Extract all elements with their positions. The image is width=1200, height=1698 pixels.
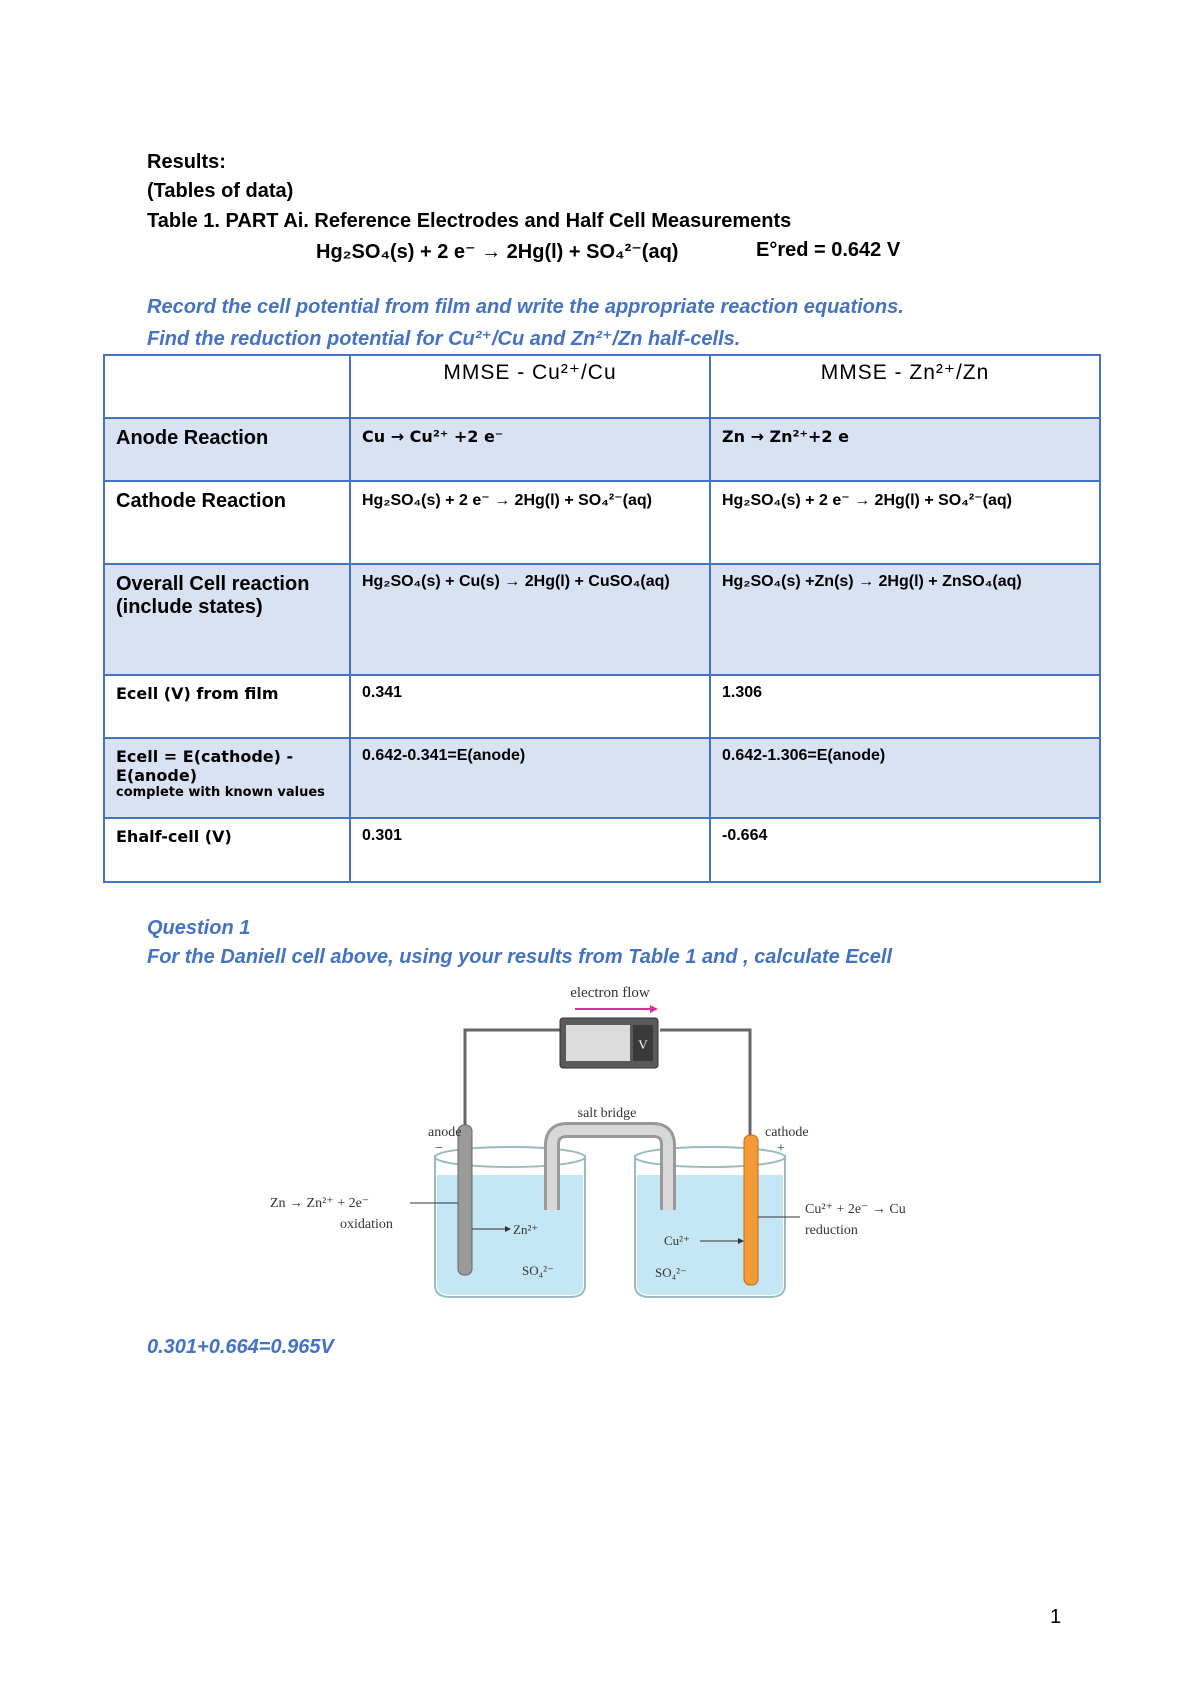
- cell-zn-cathode: Hg₂SO₄(s) + 2 e⁻ → 2Hg(l) + SO₄²⁻(aq): [710, 481, 1100, 564]
- ecell-formula-note: complete with known values: [116, 785, 325, 800]
- reference-equation: Hg₂SO₄(s) + 2 e⁻ → 2Hg(l) + SO₄²⁻(aq): [316, 241, 679, 263]
- table-header-row: [104, 355, 1100, 418]
- tables-of-data-heading: (Tables of data): [147, 180, 294, 202]
- results-heading: Results:: [147, 151, 226, 173]
- cathode-label: cathode: [765, 1125, 809, 1140]
- zn-ion-label: Zn²⁺: [513, 1222, 539, 1237]
- reference-potential: E°red = 0.642 V: [756, 239, 901, 261]
- question-title: Question 1: [147, 917, 251, 939]
- electron-flow-arrowhead: [650, 1005, 658, 1013]
- cell-cu-ehalf: 0.301: [350, 818, 710, 882]
- reduction-label: reduction: [805, 1223, 858, 1238]
- cell-zn-ecell: 1.306: [710, 675, 1100, 738]
- cell-cu-ecell: 0.341: [350, 675, 710, 738]
- so4-left-label: SO₄²⁻: [522, 1263, 554, 1278]
- cell-cu-overall: Hg₂SO₄(s) + Cu(s) → 2Hg(l) + CuSO₄(aq): [350, 564, 710, 675]
- table-row: [104, 418, 1100, 481]
- cell-zn-ehalf: -0.664: [710, 818, 1100, 882]
- oxidation-label: oxidation: [340, 1217, 393, 1232]
- cell-zn-overall: Hg₂SO₄(s) +Zn(s) → 2Hg(l) + ZnSO₄(aq): [710, 564, 1100, 675]
- question-text: For the Daniell cell above, using your results from Table 1 and , calculate Ecell: [147, 946, 893, 968]
- question-answer: 0.301+0.664=0.965V: [147, 1336, 334, 1358]
- cell-zn-formula: 0.642-1.306=E(anode): [710, 738, 1100, 818]
- salt-bridge-label: salt bridge: [577, 1106, 637, 1121]
- table-title: Table 1. PART Ai. Reference Electrodes and Half Cell Measurements: [147, 210, 792, 232]
- cell-zn-anode: Zn → Zn²⁺+2 e: [710, 418, 1100, 481]
- cathode-sign: +: [777, 1141, 785, 1156]
- voltmeter-display: [566, 1025, 630, 1061]
- ecell-formula-text: Ecell = E(cathode) - E(anode): [116, 747, 294, 785]
- voltmeter-label: V: [638, 1037, 648, 1052]
- electron-flow-label: electron flow: [570, 985, 650, 1001]
- cu-ion-label: Cu²⁺: [664, 1233, 690, 1248]
- wire-right: [660, 1030, 750, 1135]
- table-row: [104, 818, 1100, 882]
- table-row: [104, 738, 1100, 818]
- empty-header-cell: [104, 355, 350, 418]
- anode-label: anode: [428, 1125, 462, 1140]
- cell-cu-cathode: Hg₂SO₄(s) + 2 e⁻ → 2Hg(l) + SO₄²⁻(aq): [350, 481, 710, 564]
- row-label-overall: Overall Cell reaction (include states): [104, 564, 350, 675]
- right-beaker-rim: [635, 1147, 785, 1167]
- wire-left: [465, 1030, 560, 1125]
- anode-electrode: [458, 1125, 472, 1275]
- instruction-line-2: Find the reduction potential for Cu²⁺/Cu and Zn²⁺/Zn half-cells.: [147, 328, 741, 350]
- row-label-ecell-formula: [104, 738, 350, 818]
- table-row: [104, 675, 1100, 738]
- page-number: 1: [1050, 1606, 1062, 1628]
- cell-cu-anode: Cu → Cu²⁺ +2 e⁻: [350, 418, 710, 481]
- table-row: [104, 564, 1100, 675]
- instruction-line-1: Record the cell potential from film and write the appropriate reaction equations.: [147, 296, 904, 318]
- row-label-anode: Anode Reaction: [104, 418, 350, 481]
- table-row: [104, 481, 1100, 564]
- row-label-ehalf: Ehalf-cell (V): [104, 818, 350, 882]
- col-header-zn: MMSE - Zn²⁺/Zn: [710, 355, 1100, 418]
- daniell-cell-diagram: [260, 985, 940, 1310]
- row-label-ecell-film: Ecell (V) from film: [104, 675, 350, 738]
- cell-cu-formula: 0.642-0.341=E(anode): [350, 738, 710, 818]
- col-header-cu: MMSE - Cu²⁺/Cu: [350, 355, 710, 418]
- row-label-cathode: Cathode Reaction: [104, 481, 350, 564]
- anode-sign: −: [435, 1141, 443, 1156]
- right-equation: Cu²⁺ + 2e⁻ → Cu: [805, 1202, 906, 1217]
- results-table: [103, 354, 1101, 883]
- cathode-electrode: [744, 1135, 758, 1285]
- so4-right-label: SO₄²⁻: [655, 1265, 687, 1280]
- left-equation: Zn → Zn²⁺ + 2e⁻: [270, 1196, 370, 1211]
